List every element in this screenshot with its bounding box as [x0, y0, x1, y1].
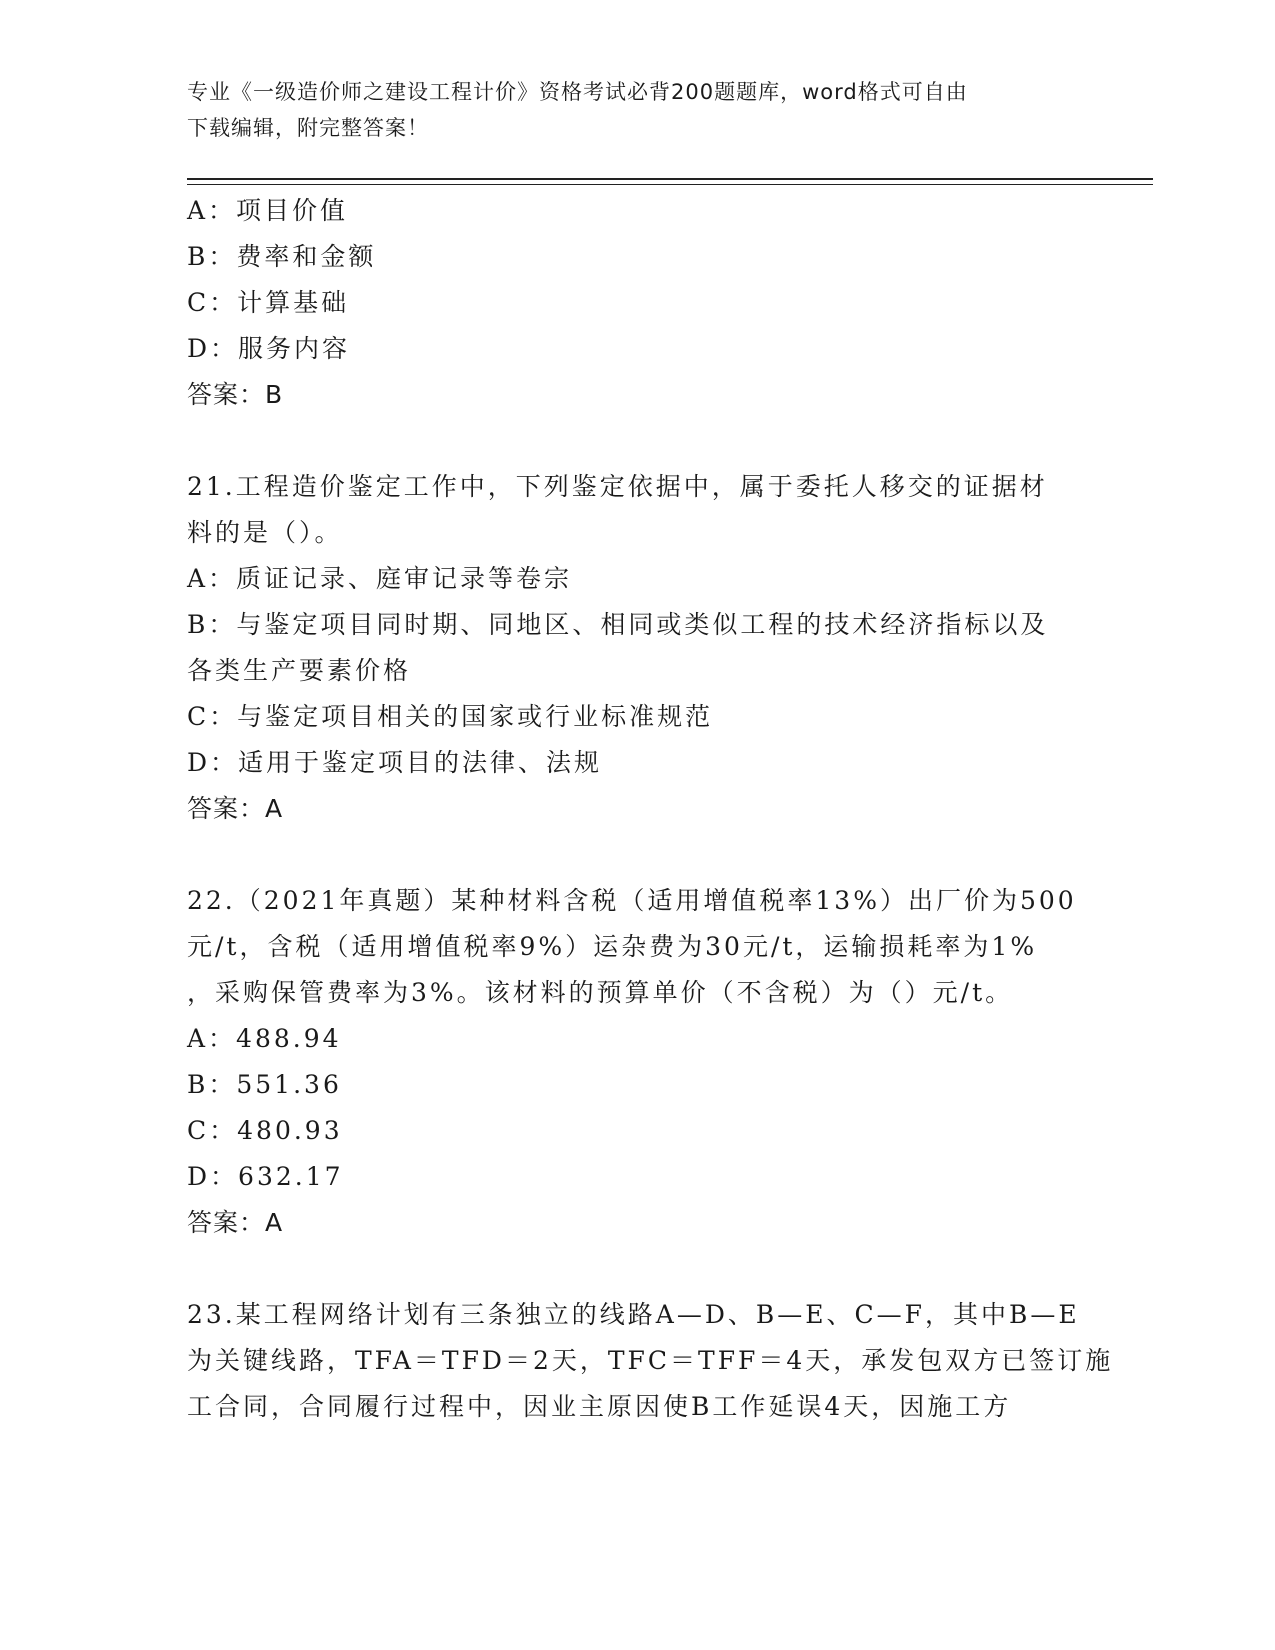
q20-option-c: C：计算基础 — [187, 288, 350, 317]
q22-option-a: A：488.94 — [187, 1024, 342, 1053]
q21-answer: 答案：A — [187, 794, 284, 823]
header-line-2: 下载编辑，附完整答案！ — [187, 116, 429, 140]
q21-option-a: A：质证记录、庭审记录等卷宗 — [187, 564, 573, 593]
q21-stem-line-2: 料的是（）。 — [187, 518, 343, 547]
spacer — [187, 1246, 1077, 1292]
q22-option-d: D：632.17 — [187, 1162, 344, 1191]
document-body — [187, 188, 1114, 1430]
q23-stem-line-3: 工合同，合同履行过程中，因业主原因使B工作延误4天，因施工方 — [187, 1392, 1012, 1421]
header-rule-thin — [187, 184, 1153, 185]
q21-option-c: C：与鉴定项目相关的国家或行业标准规范 — [187, 702, 714, 731]
question-22 — [187, 878, 1077, 1246]
q23-stem-line-2: 为关键线路，TFA＝TFD＝2天，TFC＝TFF＝4天，承发包双方已签订施 — [187, 1346, 1114, 1375]
question-20 — [187, 188, 1077, 418]
spacer — [187, 418, 1077, 464]
spacer — [187, 832, 1077, 878]
q20-option-a: A：项目价值 — [187, 196, 349, 225]
q20-answer: 答案：B — [187, 380, 284, 409]
q22-stem-line-2: 元/t，含税（适用增值税率9%）运杂费为30元/t，运输损耗率为1% — [187, 932, 1038, 961]
question-23 — [187, 1292, 1114, 1430]
q22-stem-line-3: ，采购保管费率为3%。该材料的预算单价（不含税）为（）元/t。 — [187, 978, 1014, 1007]
q21-option-d: D：适用于鉴定项目的法律、法规 — [187, 748, 603, 777]
q22-stem-line-1: 22.（2021年真题）某种材料含税（适用增值税率13%）出厂价为500 — [187, 886, 1077, 915]
q22-option-b: B：551.36 — [187, 1070, 342, 1099]
document-header — [187, 74, 1087, 146]
question-21 — [187, 464, 1077, 832]
q21-option-b-line-2: 各类生产要素价格 — [187, 656, 412, 685]
q22-answer: 答案：A — [187, 1208, 284, 1237]
q22-option-c: C：480.93 — [187, 1116, 343, 1145]
q20-option-d: D：服务内容 — [187, 334, 351, 363]
q20-option-b: B：费率和金额 — [187, 242, 377, 271]
q21-option-b-line-1: B：与鉴定项目同时期、同地区、相同或类似工程的技术经济指标以及 — [187, 610, 1049, 639]
header-rule-thick — [187, 178, 1153, 180]
header-line-1: 专业《一级造价师之建设工程计价》资格考试必背200题题库，word格式可自由 — [187, 80, 968, 104]
q21-stem-line-1: 21.工程造价鉴定工作中，下列鉴定依据中，属于委托人移交的证据材 — [187, 472, 1048, 501]
q23-stem-line-1: 23.某工程网络计划有三条独立的线路A—D、B—E、C—F，其中B—E — [187, 1300, 1080, 1329]
